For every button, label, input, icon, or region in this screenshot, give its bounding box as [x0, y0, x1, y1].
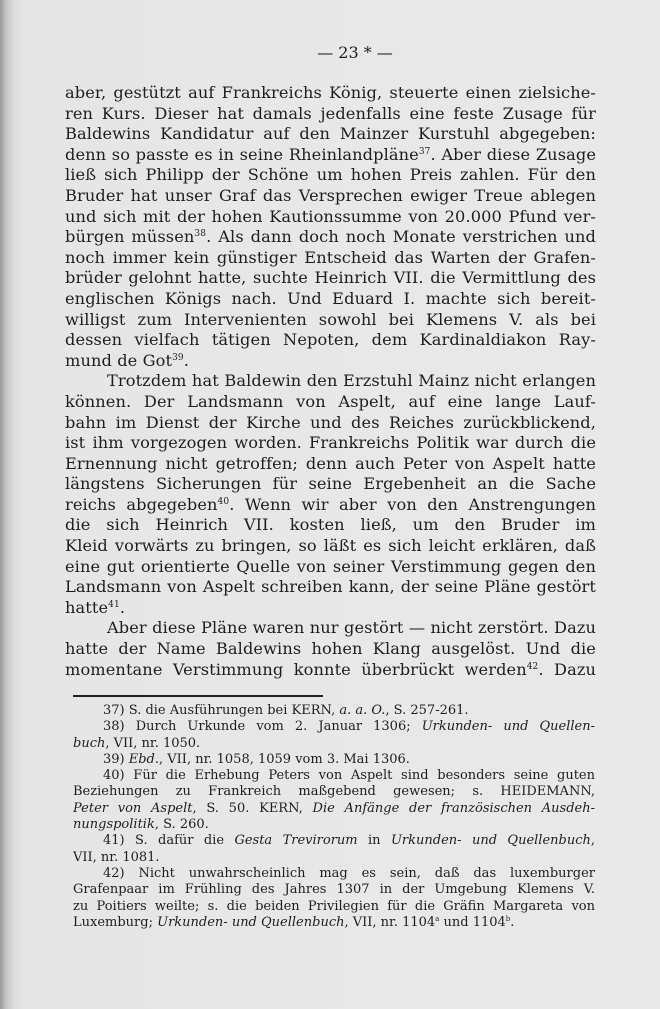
text-line [65, 474, 596, 495]
text-run: die sich Heinrich VII. kosten ließ, um den Bruder im [65, 515, 596, 535]
text-line [65, 454, 596, 475]
text-line [65, 351, 596, 372]
footnote-line [73, 915, 595, 931]
footnote-line [73, 801, 595, 817]
text-line [65, 639, 596, 660]
text-run: aber, gestützt auf Frankreichs König, steuerte einen zielsiche- [65, 83, 596, 102]
text-line [65, 536, 596, 557]
text-run: . [119, 597, 126, 617]
text-run: denn so passte es in seine Rheinlandpläne [65, 144, 419, 164]
text-run: . [183, 350, 189, 370]
text-run: . Als dann doch noch Monate verstrichen und [206, 227, 596, 247]
text-run: , VII, nr. 1050. [105, 735, 201, 751]
text-line [65, 557, 596, 578]
text-run: Bruder hat unser Graf das Versprechen ewiger Treue ablegen [65, 185, 596, 205]
text-run: 41) S. dafür die [103, 833, 235, 849]
text-run: reichs abgegeben [65, 494, 218, 514]
text-run: mund de Got [65, 350, 173, 370]
text-run: Urkunden- und Quellenbuch [157, 914, 345, 930]
text-run: 37) S. die Ausführungen bei KERN, [103, 703, 340, 718]
footnote-line [73, 850, 595, 866]
text-run: Aber diese Pläne waren nur gestört — nicht zerstört. Dazu [107, 618, 596, 638]
text-run: bürgen müssen [65, 227, 195, 247]
page-number-header: — 23 * — [317, 43, 393, 62]
footnotes [73, 703, 595, 931]
text-run: Baldewins Kandidatur auf den Mainzer Kurstuhl abgegeben: [65, 124, 596, 144]
text-run: willigst zum Intervenienten sowohl bei Klemens V. als bei [65, 309, 596, 329]
text-run: 42) Nicht unwahrscheinlich mag es sein, daß das luxemburger [103, 865, 595, 881]
text-run: . Dazu [538, 659, 596, 679]
text-run: in [357, 833, 391, 849]
text-run: eine gut orientierte Quelle von seiner Verstimmung gegen den [65, 556, 596, 576]
text-run: englischen Königs nach. Und Eduard I. machte sich bereit- [65, 288, 596, 308]
text-run: . [510, 914, 515, 930]
text-line [65, 330, 596, 351]
text-line [65, 495, 596, 516]
footnote-line [73, 866, 595, 882]
text-run: hatte [65, 597, 109, 617]
footnote-line [73, 899, 595, 915]
text-line [65, 392, 596, 413]
text-run: Die Anfänge der französischen Ausdeh- [312, 800, 595, 816]
text-line [65, 310, 596, 331]
text-run: . Aber diese Zusage [430, 144, 596, 164]
footnote-line [73, 752, 595, 768]
text-line [65, 577, 596, 598]
text-run: Beziehungen zu Frankreich maßgebend gewesen; s. HEIDEMANN, [73, 784, 595, 800]
text-line [65, 104, 596, 125]
footnote-line [73, 736, 595, 752]
text-run: , S. 50. KERN, [192, 800, 313, 816]
footnote-ref: 38 [194, 229, 207, 240]
text-line [65, 83, 596, 104]
text-run: , S. 257-261. [385, 703, 469, 718]
text-run: noch immer kein günstiger Entscheid das Warten der Grafen- [65, 247, 596, 267]
text-run: Ernennung nicht getroffen; denn auch Peter von Aspelt hatte [65, 453, 596, 473]
footnote-ref: 40 [217, 496, 230, 507]
footnote-line [73, 882, 595, 898]
text-run: ist ihm vorgezogen worden. Frankreichs Politik war durch die [65, 433, 596, 453]
text-line [65, 145, 596, 166]
text-line [65, 186, 596, 207]
text-run: Kleid vorwärts zu bringen, so läßt es sich leicht erklären, daß [65, 536, 596, 556]
text-run: , VII, nr. 1104 [344, 914, 436, 930]
text-run: zu Poitiers weilte; s. die beiden Privilegien für die Gräfin Margareta von [73, 898, 595, 914]
text-run: , S. 260. [154, 817, 209, 833]
text-run: Peter von Aspelt [73, 800, 193, 816]
text-line [65, 165, 596, 186]
footnote-ref: b [505, 914, 511, 923]
text-run: Urkunden- und Quellen- [421, 719, 595, 735]
text-run: Grafenpaar im Frühling des Jahres 1307 in der Umgebung Klemens V. [73, 882, 595, 898]
text-line [65, 618, 596, 639]
text-line [65, 413, 596, 434]
text-run: . Wenn wir aber von den Anstrengungen [229, 494, 596, 514]
text-line [65, 598, 596, 619]
text-line [65, 433, 596, 454]
footnote-line [73, 703, 595, 719]
text-run: hatte der Name Baldewins hohen Klang ausgelöst. Und die [65, 639, 596, 659]
text-line [65, 248, 596, 269]
text-run: Ebd. [128, 751, 160, 767]
text-line [65, 371, 596, 392]
text-run: Trotzdem hat Baldewin den Erzstuhl Mainz nicht erlangen [107, 371, 596, 391]
text-run: bahn im Dienst der Kirche und des Reiches zurückblickend, [65, 412, 596, 432]
text-line [65, 515, 596, 536]
text-run: nungspolitik [73, 817, 155, 833]
text-run: 39) [103, 751, 129, 767]
footnote-ref: 41 [108, 599, 120, 610]
text-run: Gesta Trevirorum [234, 833, 358, 849]
footnote-ref: 37 [418, 146, 431, 157]
text-run: längstens Sicherungen für seine Ergebenheit an die Sache [65, 474, 596, 494]
text-run: , VII, nr. 1058, 1059 vom 3. Mai 1306. [159, 751, 410, 767]
text-line [65, 227, 596, 248]
text-run: und sich mit der hohen Kautionssumme von 20.000 Pfund ver- [65, 206, 596, 226]
text-run: ließ sich Philipp der Schöne um hohen Preis zahlen. Für den [65, 165, 596, 185]
footnote-ref: a [435, 914, 440, 923]
text-run: ren Kurs. Dieser hat damals jedenfalls eine feste Zusage für [65, 103, 596, 123]
main-text [65, 83, 596, 680]
text-line [65, 268, 596, 289]
text-run: Landsmann von Aspelt schreiben kann, der seine Pläne gestört [65, 577, 596, 597]
text-run: momentane Verstimmung konnte überbrückt werden [65, 659, 527, 679]
text-run: können. Der Landsmann von Aspelt, auf eine lange Lauf- [65, 391, 596, 411]
text-run: Luxemburg; [73, 914, 158, 930]
text-line [65, 207, 596, 228]
text-run: , [590, 833, 595, 849]
text-line [65, 660, 596, 681]
footnote-line [73, 719, 595, 735]
text-line [65, 124, 596, 145]
text-run: VII, nr. 1081. [73, 849, 160, 865]
footnote-ref: 42 [526, 661, 539, 672]
footnote-divider [73, 695, 323, 697]
text-run: Urkunden- und Quellenbuch [390, 833, 591, 849]
text-run: brüder gelohnt hatte, suchte Heinrich VII. die Vermittlung des [65, 268, 596, 288]
text-line [65, 289, 596, 310]
footnote-line [73, 784, 595, 800]
footnote-line [73, 817, 595, 833]
footnote-line [73, 833, 595, 849]
text-run: 40) Für die Erhebung Peters von Aspelt sind besonders seine guten [103, 768, 595, 784]
text-run: buch [73, 735, 106, 751]
text-run: 38) Durch Urkunde vom 2. Januar 1306; [103, 719, 422, 735]
text-run: a. a. O. [339, 703, 386, 718]
text-run: dessen vielfach tätigen Nepoten, dem Kardinaldiakon Ray- [65, 330, 596, 350]
text-run: und 1104 [439, 914, 506, 930]
footnote-line [73, 768, 595, 784]
footnote-ref: 39 [172, 352, 184, 363]
